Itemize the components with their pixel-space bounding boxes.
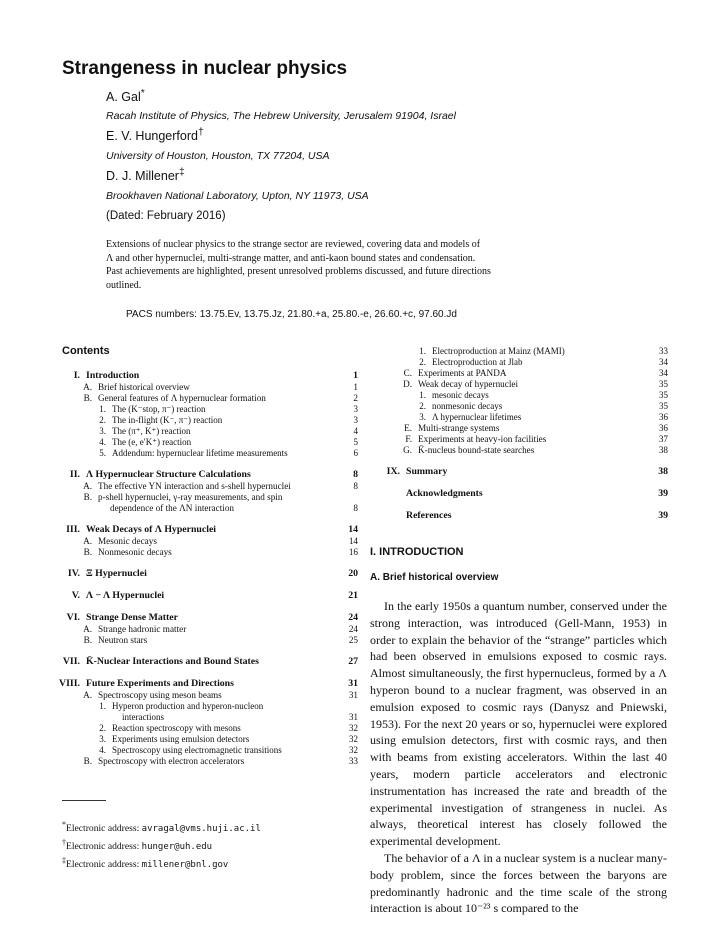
toc-number: 2. [419, 357, 426, 367]
toc-number: E. [404, 423, 412, 433]
toc-number: V. [71, 590, 80, 601]
email-link[interactable]: hunger@uh.edu [141, 842, 213, 853]
toc-gap [340, 500, 668, 510]
toc-label: Summary [406, 466, 448, 477]
email-link[interactable]: millener@bnl.gov [141, 860, 229, 871]
dated-line: (Dated: February 2016) [106, 210, 226, 222]
toc-label: Spectroscopy with electron accelerators [98, 756, 245, 766]
toc-number: D. [403, 379, 412, 389]
toc-page: 21 [348, 590, 358, 601]
toc-label: Experiments at heavy-ion facilities [418, 434, 547, 444]
toc-page: 35 [659, 390, 668, 400]
toc-page: 25 [348, 635, 358, 645]
toc-page: 36 [658, 423, 668, 433]
toc-number: B. [83, 635, 92, 645]
toc-entry[interactable] [340, 390, 668, 401]
toc-number: F. [405, 434, 412, 444]
toc-entry[interactable] [20, 404, 358, 415]
abstract-line: Past achievements are highlighted, present unresolved problems discussed, and future directions [106, 266, 491, 278]
toc-page: 6 [353, 448, 358, 458]
toc-entry[interactable] [20, 492, 358, 503]
toc-entry[interactable] [340, 412, 668, 423]
toc-label: Mesonic decays [98, 536, 157, 546]
toc-number: 4. [99, 745, 106, 755]
abstract-line: Extensions of nuclear physics to the strange sector are reviewed, covering data and models of [106, 239, 481, 250]
toc-page: 31 [348, 690, 358, 700]
toc-page: 38 [658, 445, 668, 455]
section-heading-introduction: I. INTRODUCTION [370, 546, 464, 558]
toc-number: III. [66, 524, 80, 535]
toc-label: Ξ Hypernuclei [86, 568, 147, 579]
footnote: †Electronic address: hunger@uh.edu [62, 838, 213, 853]
toc-entry[interactable] [20, 370, 358, 382]
toc-page: 32 [349, 745, 358, 755]
toc-number: B. [83, 492, 92, 502]
toc-page: 8 [353, 481, 358, 491]
toc-entry[interactable] [20, 382, 358, 393]
toc-entry[interactable] [20, 624, 358, 635]
toc-number: 3. [99, 426, 106, 436]
toc-number: G. [403, 445, 412, 455]
toc-entry[interactable] [20, 568, 358, 580]
toc-label: dependence of the ΛN interaction [110, 503, 235, 513]
toc-entry[interactable] [20, 734, 358, 745]
toc-number: B. [83, 547, 92, 557]
abstract [106, 238, 538, 293]
toc-entry[interactable] [20, 723, 358, 734]
author-gal: A. Gal* [106, 88, 145, 105]
toc-number: 5. [99, 448, 106, 458]
toc-entry[interactable] [20, 547, 358, 558]
toc-page: 14 [348, 524, 358, 535]
toc-number: 1. [99, 701, 106, 711]
abstract-line: outlined. [106, 280, 142, 292]
toc-label: Neutron stars [98, 635, 148, 645]
toc-number: I. [73, 370, 80, 381]
toc-label: interactions [122, 712, 164, 722]
toc-entry[interactable] [20, 393, 358, 404]
toc-gap [20, 602, 358, 612]
toc-number: 1. [99, 404, 106, 414]
toc-number: A. [83, 481, 92, 491]
toc-number: 3. [99, 734, 106, 744]
toc-gap [340, 478, 668, 488]
toc-number: A. [83, 536, 92, 546]
toc-entry[interactable] [20, 415, 358, 426]
toc-label: Nonmesonic decays [98, 547, 172, 557]
toc-label: The effective YN interaction and s-shell hypernuclei [98, 481, 291, 491]
toc-entry[interactable] [20, 635, 358, 646]
toc-number: 4. [99, 437, 106, 447]
toc-page: 1 [353, 370, 358, 381]
toc-label: The (π⁺, K⁺) reaction [112, 426, 191, 436]
paragraph: In the early 1950s a quantum number, conserved under the strong interaction, was introduced (Gell-Mann, 1953) in order to explain the behavior of the “strange” particles which had been observed in emulsions exposed to cosmic rays. Almost simultaneously, the first hypernucleus, formed by a Λ hyperon bound to a nuclear fragment, was observed in an emulsion exposed to cosmic rays (Danysz and Pniewski, 1953). For the next 20 years or so, hypernuclei were explored using emulsion detectors, first with cosmic rays, and then with beams from existing accelerators. Within the last 40 years, modern particle accelerators and electronic instrumentation has increased the rate and breadth of the experimental investigation of strangeness in nuclei. As always, theoretical interest has closely followed the experimental development. [370, 599, 667, 849]
toc-page: 33 [659, 346, 668, 356]
toc-entry[interactable] [20, 745, 358, 756]
toc-number: VI. [66, 612, 80, 623]
toc-entry[interactable] [340, 401, 668, 412]
toc-page: 35 [659, 401, 668, 411]
toc-page: 31 [348, 678, 358, 689]
toc-gap [20, 646, 358, 656]
toc-label: Hyperon production and hyperon-nucleon [112, 701, 264, 711]
author-hungerford: E. V. Hungerford† [106, 127, 204, 144]
toc-page: 2 [353, 393, 358, 403]
abstract-line: Λ and other hypernuclei, multi-strange matter, and anti-kaon bound states and condensation. [106, 252, 476, 264]
toc-page: 24 [348, 624, 358, 634]
toc-page: 35 [658, 379, 668, 389]
toc-page: 39 [658, 510, 668, 521]
toc-label: Experiments using emulsion detectors [112, 734, 250, 744]
contents-heading: Contents [62, 345, 110, 357]
toc-label: Spectroscopy using meson beams [98, 690, 222, 700]
affiliation-hungerford: University of Houston, Houston, TX 77204, USA [106, 150, 330, 162]
toc-label: The (e, e′K⁺) reaction [112, 437, 192, 447]
footnote: ‡Electronic address: millener@bnl.gov [62, 856, 229, 871]
toc-number: 3. [419, 412, 426, 422]
toc-label: General features of Λ hypernuclear formation [98, 393, 266, 403]
toc-page: 33 [348, 756, 358, 766]
footnotes [62, 818, 261, 873]
toc-gap [20, 459, 358, 469]
toc-page: 32 [349, 734, 358, 744]
toc-label: Strange hadronic matter [98, 624, 187, 634]
toc-page: 3 [353, 404, 358, 414]
toc-entry[interactable] [340, 488, 668, 500]
toc-entry[interactable] [340, 379, 668, 390]
toc-label: p-shell hypernuclei, γ-ray measurements, and spin [98, 492, 283, 502]
toc-label: Weak decay of hypernuclei [418, 379, 519, 389]
toc-page: 37 [658, 434, 668, 444]
toc-label: Weak Decays of Λ Hypernuclei [86, 524, 217, 535]
toc-label: Λ Hypernuclear Structure Calculations [86, 469, 251, 480]
toc-label: K̄-Nuclear Interactions and Bound States [86, 656, 259, 667]
toc-page: 1 [353, 382, 358, 392]
toc-label: Introduction [86, 370, 140, 381]
toc-label: Acknowledgments [406, 488, 483, 499]
toc-entry[interactable] [20, 503, 358, 514]
toc-page: 8 [353, 503, 358, 513]
toc-number: A. [83, 624, 92, 634]
toc-number: IX. [386, 466, 400, 477]
toc-label: Spectroscopy using electromagnetic transitions [112, 745, 282, 755]
toc-label: Brief historical overview [98, 382, 190, 392]
toc-number: B. [83, 756, 92, 766]
paper-title: Strangeness in nuclear physics [62, 58, 348, 79]
toc-entry[interactable] [340, 434, 668, 445]
toc-entry[interactable] [20, 756, 358, 767]
footnote: *Electronic address: avragal@vms.huji.ac.il [62, 820, 261, 835]
toc-entry[interactable] [340, 423, 668, 434]
toc-label: Λ hypernuclear lifetimes [432, 412, 522, 422]
toc-number: A. [83, 690, 92, 700]
toc-label: Experiments at PANDA [418, 368, 507, 378]
toc-right-column [340, 346, 668, 522]
toc-page: 16 [348, 547, 358, 557]
toc-entry[interactable] [20, 612, 358, 624]
toc-entry[interactable] [20, 437, 358, 448]
toc-number: IV. [67, 568, 80, 579]
affiliation-millener: Brookhaven National Laboratory, Upton, NY 11973, USA [106, 190, 369, 202]
toc-page: 39 [658, 488, 668, 499]
toc-page: 36 [659, 412, 668, 422]
toc-number: A. [83, 382, 92, 392]
toc-label: Multi-strange systems [418, 423, 500, 433]
toc-page: 27 [348, 656, 358, 667]
toc-entry[interactable] [20, 536, 358, 547]
footnote-rule [62, 800, 106, 801]
toc-entry[interactable] [340, 445, 668, 456]
toc-page: 24 [348, 612, 358, 623]
toc-label: The (K⁻stop, π⁻) reaction [112, 404, 206, 414]
toc-page: 31 [349, 712, 358, 722]
toc-entry[interactable] [340, 357, 668, 368]
toc-entry[interactable] [20, 481, 358, 492]
toc-number: 1. [419, 390, 426, 400]
toc-number: 2. [99, 415, 106, 425]
toc-gap [20, 668, 358, 678]
toc-entry[interactable] [20, 712, 358, 723]
affiliation-gal: Racah Institute of Physics, The Hebrew University, Jerusalem 91904, Israel [106, 110, 456, 122]
toc-label: Electroproduction at Jlab [432, 357, 523, 367]
toc-label: Λ − Λ Hypernuclei [86, 590, 165, 601]
toc-page: 14 [348, 536, 358, 546]
toc-label: Addendum: hypernuclear lifetime measurements [112, 448, 288, 458]
toc-entry[interactable] [340, 346, 668, 357]
toc-label: Strange Dense Matter [86, 612, 178, 623]
toc-gap [20, 580, 358, 590]
toc-number: II. [69, 469, 80, 480]
email-link[interactable]: avragal@vms.huji.ac.il [141, 824, 261, 835]
toc-entry[interactable] [20, 656, 358, 668]
toc-label: nonmesonic decays [432, 401, 503, 411]
toc-entry[interactable] [20, 524, 358, 536]
toc-left-column [20, 370, 358, 767]
toc-entry[interactable] [20, 469, 358, 481]
toc-label: Electroproduction at Mainz (MAMI) [432, 346, 565, 356]
toc-label: Future Experiments and Directions [86, 678, 234, 689]
toc-label: The in-flight (K⁻, π⁻) reaction [112, 415, 223, 425]
toc-entry[interactable] [340, 466, 668, 478]
paragraph: The behavior of a Λ in a nuclear system is a nuclear many-body problem, since the forces between the baryons are predominantly hadronic and the time scale of the strong interaction is about 10⁻²³ s compared to the [370, 850, 667, 916]
toc-number: VII. [62, 656, 80, 667]
toc-gap [20, 558, 358, 568]
toc-page: 34 [658, 368, 668, 378]
toc-number: C. [403, 368, 412, 378]
pacs-numbers: PACS numbers: 13.75.Ev, 13.75.Jz, 21.80.+a, 25.80.-e, 26.60.+c, 97.60.Jd [126, 309, 457, 320]
author-millener: D. J. Millener‡ [106, 167, 185, 184]
toc-number: B. [83, 393, 92, 403]
toc-entry[interactable] [20, 690, 358, 701]
toc-label: References [406, 510, 452, 521]
toc-page: 5 [353, 437, 358, 447]
toc-page: 8 [353, 469, 358, 480]
toc-entry[interactable] [340, 510, 668, 522]
toc-page: 34 [659, 357, 668, 367]
toc-gap [340, 456, 668, 466]
toc-entry[interactable] [340, 368, 668, 379]
toc-page: 38 [658, 466, 668, 477]
toc-number: VIII. [59, 678, 80, 689]
toc-number: 2. [419, 401, 426, 411]
toc-page: 4 [353, 426, 358, 436]
toc-number: 1. [419, 346, 426, 356]
toc-gap [20, 514, 358, 524]
toc-entry[interactable] [20, 590, 358, 602]
toc-page: 3 [353, 415, 358, 425]
toc-entry[interactable] [20, 448, 358, 459]
toc-entry[interactable] [20, 426, 358, 437]
toc-page: 32 [349, 723, 358, 733]
toc-label: Reaction spectroscopy with mesons [112, 723, 241, 733]
introduction-body [370, 598, 667, 917]
toc-number: 2. [99, 723, 106, 733]
toc-label: K̄-nucleus bound-state searches [418, 445, 535, 455]
subsection-heading-history: A. Brief historical overview [370, 572, 499, 583]
toc-label: mesonic decays [432, 390, 489, 400]
toc-entry[interactable] [20, 678, 358, 690]
toc-entry[interactable] [20, 701, 358, 712]
toc-page: 20 [348, 568, 358, 579]
